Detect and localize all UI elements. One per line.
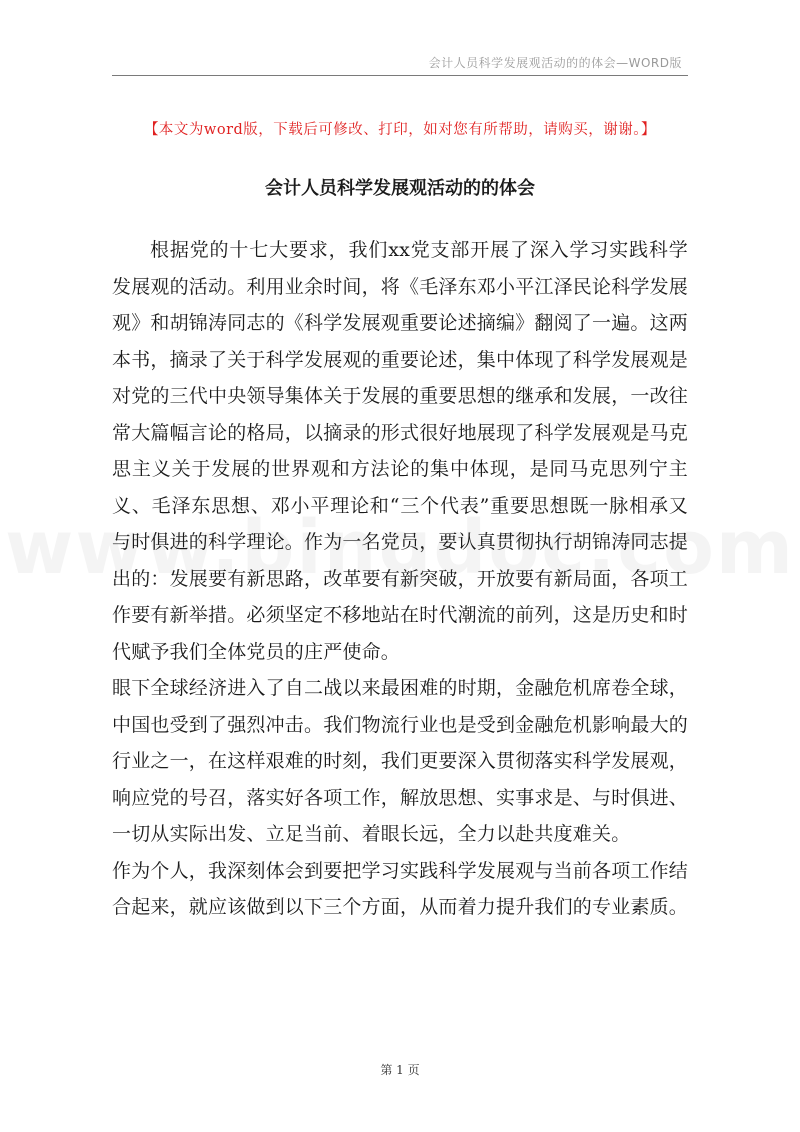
page-number: 第 1 页 xyxy=(380,1063,420,1077)
paragraph-2: 眼下全球经济进入了自二战以来最困难的时期，金融危机席卷全球，中国也受到了强烈冲击。我们物流行业也是受到金融危机影响最大的行业之一，在这样艰难的时刻，我们更要深入贯彻落实科学发展观，响应党的号召，落实好各项工作，解放思想、实事求是、与时俱进、一切从实际出发、立足当前、着眼长远，全力以赴共度难关。 xyxy=(112,677,689,845)
purchase-notice: 【本文为word版，下载后可修改、打印，如对您有所帮助，请购买，谢谢。】 xyxy=(143,122,657,138)
running-header: 会计人员科学发展观活动的的体会—WORD版 xyxy=(428,56,682,70)
paragraph-3: 作为个人，我深刻体会到要把学习实践科学发展观与当前各项工作结合起来，就应该做到以下三个方面，从而着力提升我们的专业素质。 xyxy=(112,859,689,918)
header-divider xyxy=(112,75,688,76)
document-title: 会计人员科学发展观活动的的体会 xyxy=(265,178,535,199)
paragraph-1: 根据党的十七大要求，我们xx党支部开展了深入学习实践科学发展观的活动。利用业余时间，将《毛泽东邓小平江泽民论科学发展观》和胡锦涛同志的《科学发展观重要论述摘编》翻阅了一遍。这两本书，摘录了关于科学发展观的重要论述，集中体现了科学发展观是对党的三代中央领导集体关于发展的重要思想的继承和发展，一改往常大篇幅言论的格局，以摘录的形式很好地展现了科学发展观是马克思主义关于发展的世界观和方法论的集中体现，是同马克思列宁主义、毛泽东思想、邓小平理论和“三个代表”重要思想既一脉相承又与时俱进的科学理论。作为一名党员，要认真贯彻执行胡锦涛同志提出的：发展要有新思路，改革要有新突破，开放要有新局面，各项工作要有新举措。必须坚定不移地站在时代潮流的前列，这是历史和时代赋予我们全体党员的庄严使命。 xyxy=(112,239,689,663)
document-body xyxy=(112,232,688,926)
